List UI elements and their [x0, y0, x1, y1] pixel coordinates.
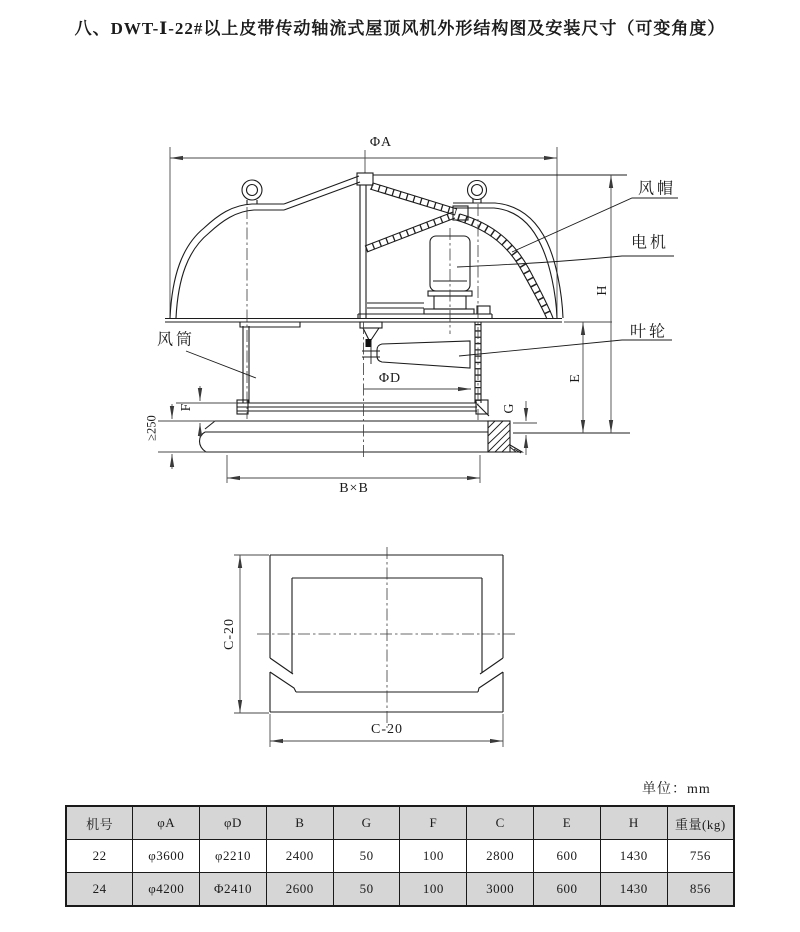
- table-cell: 24: [66, 873, 133, 907]
- part-label-wind-cap: 风帽: [637, 180, 677, 198]
- dim-label-bxb: B×B: [339, 481, 369, 496]
- spec-table: [65, 805, 735, 907]
- dim-label-c20-horizontal: C-20: [371, 722, 403, 737]
- header-cell-phi-d: φD: [200, 806, 267, 840]
- dim-label-g: G: [502, 402, 517, 414]
- lifting-ring-right: [468, 181, 487, 204]
- spec-table-header-row: [66, 806, 734, 840]
- dim-label-h: H: [595, 284, 610, 296]
- duct-flange: [237, 400, 488, 414]
- table-cell: Φ2410: [200, 873, 267, 907]
- dim-phi-a: [170, 147, 557, 316]
- header-cell-f: F: [400, 806, 467, 840]
- dim-label-min250: ≥250: [144, 415, 159, 441]
- table-cell: 22: [66, 840, 133, 873]
- header-cell-g: G: [333, 806, 400, 840]
- header-cell-h: H: [600, 806, 667, 840]
- dim-f: [158, 386, 237, 438]
- table-row-model-22: [66, 840, 734, 873]
- table-cell: 1430: [600, 873, 667, 907]
- duct-walls: [243, 322, 489, 416]
- part-label-motor: 电机: [630, 234, 670, 252]
- dim-label-e: E: [568, 373, 583, 383]
- table-cell: 600: [534, 840, 601, 873]
- header-cell-e: E: [534, 806, 601, 840]
- table-cell: φ3600: [133, 840, 200, 873]
- table-cell: 50: [333, 873, 400, 907]
- table-cell: 2800: [467, 840, 534, 873]
- dim-label-f: F: [179, 402, 194, 412]
- table-cell: 2400: [266, 840, 333, 873]
- roof-base: [200, 421, 631, 453]
- page-title: 八、DWT-Ⅰ-22#以上皮带传动轴流式屋顶风机外形结构图及安装尺寸（可变角度）: [74, 19, 726, 38]
- table-cell: φ4200: [133, 873, 200, 907]
- header-cell-model: 机号: [66, 806, 133, 840]
- leader-motor: [457, 256, 674, 267]
- table-cell: 1430: [600, 840, 667, 873]
- dim-label-c20-vertical: C-20: [222, 618, 237, 650]
- table-cell: 2600: [266, 873, 333, 907]
- plan-view: [234, 547, 516, 747]
- part-label-duct: 风筒: [156, 331, 196, 349]
- table-cell: 756: [667, 840, 734, 873]
- table-cell: 100: [400, 840, 467, 873]
- lifting-ring-left: [242, 180, 262, 204]
- dim-bxb: [227, 455, 480, 483]
- dim-min250: [158, 404, 206, 469]
- header-cell-b: B: [266, 806, 333, 840]
- table-cell: 856: [667, 873, 734, 907]
- part-label-impeller: 叶轮: [629, 323, 669, 341]
- dim-label-phi-a: ΦA: [369, 135, 393, 150]
- wind-cap-outline: [165, 173, 627, 327]
- header-cell-c: C: [467, 806, 534, 840]
- table-cell: 50: [333, 840, 400, 873]
- header-cell-phi-a: φA: [133, 806, 200, 840]
- table-cell: 3000: [467, 873, 534, 907]
- table-cell: φ2210: [200, 840, 267, 873]
- table-row-model-24: [66, 873, 734, 907]
- leader-impeller: [459, 340, 672, 356]
- header-cell-weight: 重量(kg): [667, 806, 734, 840]
- leader-duct: [186, 351, 256, 378]
- table-cell: 100: [400, 873, 467, 907]
- table-cell: 600: [534, 873, 601, 907]
- impeller-cone: [362, 341, 470, 368]
- base-plan-outline: [270, 555, 503, 712]
- dim-label-phi-d: ΦD: [378, 371, 402, 386]
- unit-note: 单位：mm: [642, 782, 711, 797]
- elevation-view: [158, 147, 678, 483]
